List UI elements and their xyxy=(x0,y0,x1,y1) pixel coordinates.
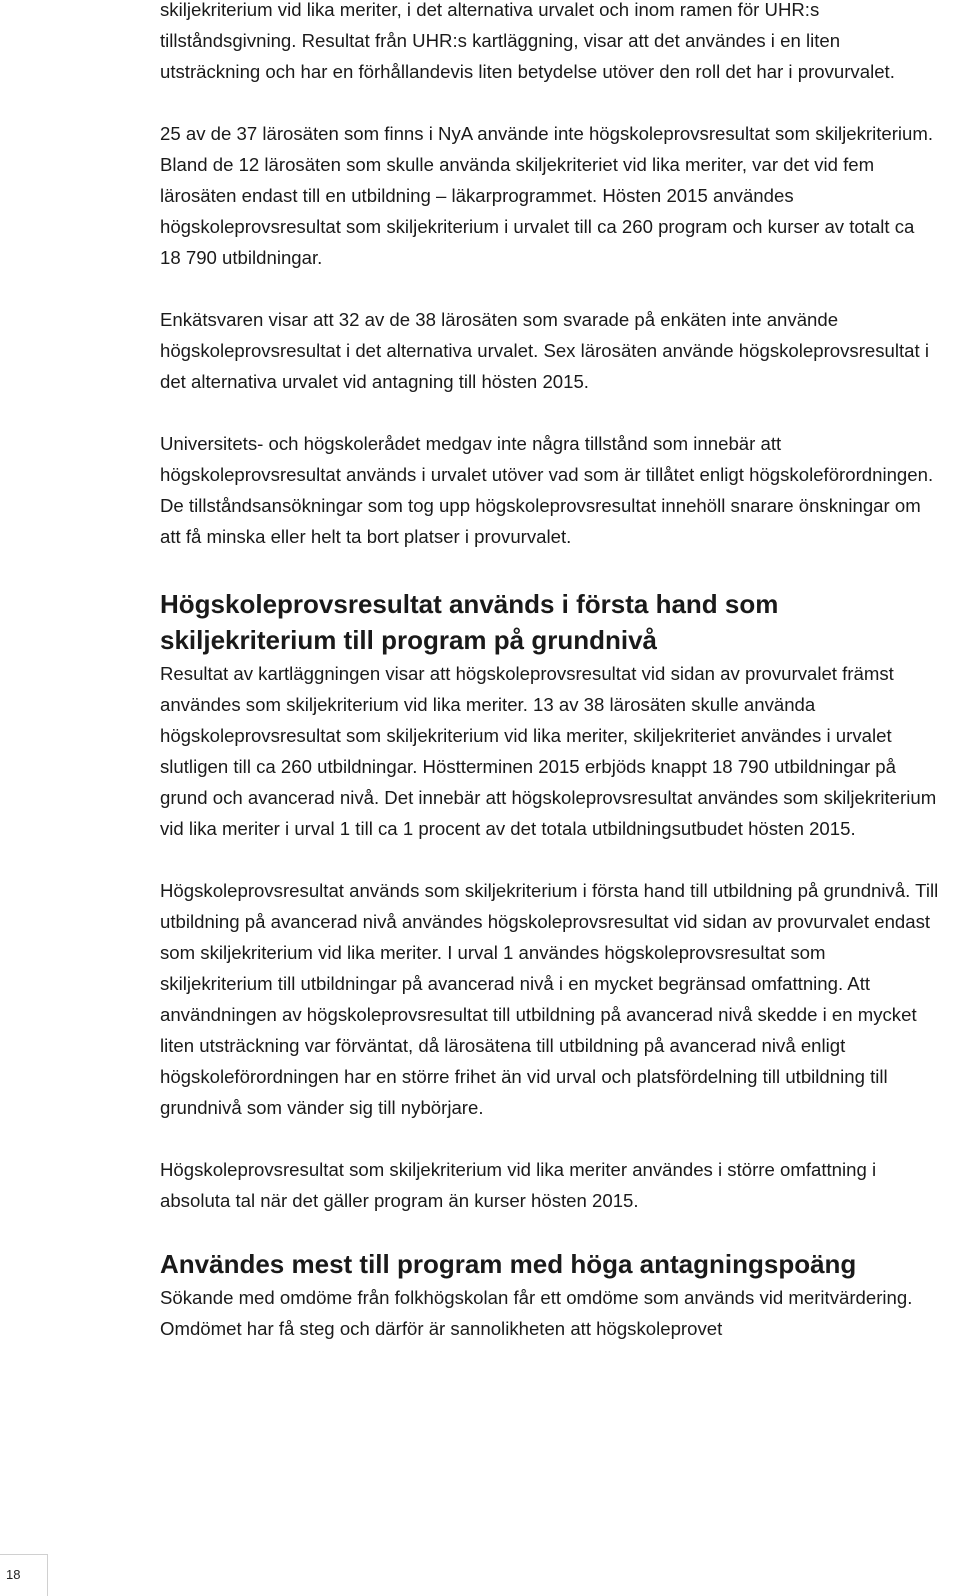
paragraph-folkhogskola: Sökande med omdöme från folkhögskolan får ett omdöme som används vid meritvärdering. Omdömet har få steg och därför är sannolikheten att högskoleprovet xyxy=(160,1287,913,1339)
paragraph-nya-statistics: 25 av de 37 lärosäten som finns i NyA använde inte högskoleprovsresultat som skiljekriterium. Bland de 12 lärosäten som skulle använda skiljekriteriet vid lika meriter, var det vid fem lärosäten endast till en utbildning – läkarprogrammet. Hösten 2015 användes högskoleprovsresultat som skiljekriterium i urvalet till ca 260 program och kurser av totalt ca 18 790 utbildningar. xyxy=(160,123,934,268)
paragraph-mapping-results: Resultat av kartläggningen visar att högskoleprovsresultat vid sidan av provurvalet främst användes som skiljekriterium vid lika meriter. 13 av 38 lärosäten skulle använda högskoleprovsresultat som skiljekriterium vid lika meriter, skiljekriteriet användes i urvalet slutligen till ca 260 utbildningar. Höstterminen 2015 erbjöds knappt 18 790 utbildningar på grund och avancerad nivå. Det innebär att högskoleprovsresultat användes som skiljekriterium vid lika meriter i urval 1 till ca 1 procent av det totala utbildningsutbudet hösten 2015. xyxy=(160,663,937,839)
document-page xyxy=(160,0,940,1344)
page-number: 18 xyxy=(0,1554,48,1596)
paragraph-uhr-intro: skiljekriterium vid lika meriter, i det alternativa urvalet och inom ramen för UHR:s tillståndsgivning. Resultat från UHR:s kartläggning, visar att det användes i en liten utsträckning och har en förhållandevis liten betydelse utöver den roll det har i provurvalet. xyxy=(160,0,895,82)
section-heading-high-scores: Användes mest till program med höga antagningspoäng xyxy=(160,1249,857,1279)
paragraph-program-vs-courses: Högskoleprovsresultat som skiljekriterium vid lika meriter användes i större omfattning i absoluta tal när det gäller program än kurser hösten 2015. xyxy=(160,1159,877,1211)
paragraph-uhr-permits: Universitets- och högskolerådet medgav inte några tillstånd som innebär att högskoleprovsresultat används i urvalet utöver vad som är tillåtet enligt högskoleförordningen. De tillståndsansökningar som tog upp högskoleprovsresultat innehöll snarare önskningar om att få minska eller helt ta bort platser i provurvalet. xyxy=(160,433,934,547)
section-heading-first-hand: Högskoleprovsresultat används i första hand som skiljekriterium till program på grundnivå xyxy=(160,589,779,655)
paragraph-grundniva: Högskoleprovsresultat används som skiljekriterium i första hand till utbildning på grundnivå. Till utbildning på avancerad nivå användes högskoleprovsresultat vid sidan av provurvalet endast som skiljekriterium vid lika meriter. I urval 1 användes högskoleprovsresultat som skiljekriterium till utbildningar på avancerad nivå i en mycket begränsad omfattning. Att användningen av högskoleprovsresultat till utbildning på avancerad nivå skedde i en mycket liten utsträckning var förväntat, då lärosätena till utbildning på avancerad nivå enligt högskoleförordningen har en större frihet än vid urval och platsfördelning till utbildning till grundnivå som vänder sig till nybörjare. xyxy=(160,880,939,1118)
paragraph-survey-answers: Enkätsvaren visar att 32 av de 38 lärosäten som svarade på enkäten inte använde högskoleprovsresultat i det alternativa urvalet. Sex lärosäten använde högskoleprovsresultat i det alternativa urvalet vid antagning till hösten 2015. xyxy=(160,309,929,392)
